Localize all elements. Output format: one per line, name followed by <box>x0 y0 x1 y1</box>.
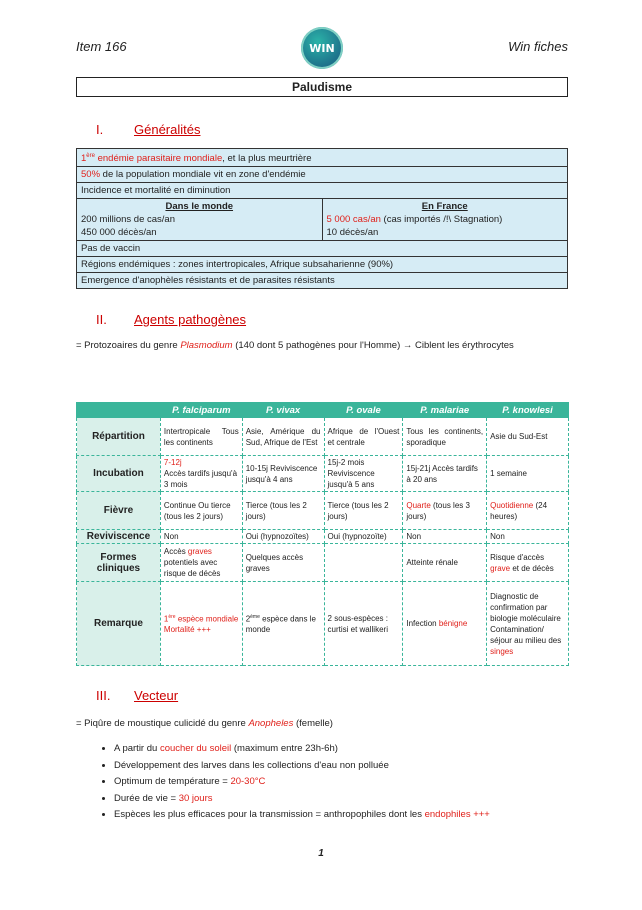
cell-text: , et la plus meurtrière <box>222 153 312 165</box>
species-table <box>76 402 569 666</box>
cell-text: Accès <box>163 547 188 556</box>
vecteur-intro <box>76 716 568 731</box>
table-row <box>77 530 569 544</box>
section-generalites-heading <box>96 122 296 138</box>
table-cell-france <box>322 199 568 241</box>
cell-heading: En France <box>421 201 468 213</box>
cell-text: Accès tardifs jusqu'à 3 mois <box>163 469 238 489</box>
table-cell <box>242 582 324 666</box>
list-item <box>114 791 584 808</box>
cell-text: 200 millions de cas/an <box>81 214 175 226</box>
table-cell: Tierce (tous les 2 jours) <box>242 492 324 530</box>
table-row <box>77 418 569 456</box>
item-text: endophiles +++ <box>424 809 490 820</box>
cell-text: espèce mondiale <box>175 614 239 624</box>
cell-text: de la population mondiale vit en zone d'endémie <box>100 169 306 181</box>
paragraph-text: = Piqûre de moustique culicidé du genre <box>76 718 249 729</box>
header-cell: P. falciparum <box>160 403 242 418</box>
section-title: Vecteur <box>134 688 179 703</box>
cell-text: 10 décès/an <box>326 227 379 239</box>
table-cell: Emergence d'anophèles résistants et de parasites résistants <box>77 273 568 289</box>
table-cell: 2 sous-espèces : curtisi et wallikeri <box>324 582 403 666</box>
section-vecteur-heading <box>96 688 296 704</box>
row-header: Remarque <box>77 582 161 666</box>
table-cell <box>487 582 569 666</box>
header-item-label: Item 166 <box>76 39 127 54</box>
cell-text: (cas importés /!\ Stagnation) <box>380 214 503 226</box>
table-cell: Oui (hypnozoïte) <box>324 530 403 544</box>
table-row <box>77 257 568 273</box>
table-cell: Oui (hypnozoïtes) <box>242 530 324 544</box>
cell-text: 7-12j <box>163 458 182 467</box>
table-cell <box>487 544 569 582</box>
item-text: A partir du <box>114 743 160 754</box>
section-number: I. <box>96 122 104 137</box>
paragraph-text: = Protozoaires du genre <box>76 340 181 351</box>
table-cell-monde <box>77 199 323 241</box>
cell-text: Infection <box>406 619 439 628</box>
header-brand-label: Win fiches <box>508 39 568 54</box>
header-cell: P. vivax <box>242 403 324 418</box>
cell-text: 50% <box>81 169 101 181</box>
cell-text: 1 <box>81 153 87 165</box>
cell-text: graves <box>187 547 212 556</box>
item-text: Espèces les plus efficaces pour la transmission = anthropophiles dont les <box>114 809 425 820</box>
item-text: coucher du soleil <box>159 743 232 754</box>
paragraph-text: (140 dont 5 pathogènes pour l'Homme) → Ciblent les érythrocytes <box>232 340 514 351</box>
table-cell: 15j-21j Accès tardifs à 20 ans <box>403 456 487 492</box>
table-header-row <box>77 403 569 418</box>
table-cell: Asie, Amérique du Sud, Afrique de l'Est <box>242 418 324 456</box>
table-cell: Non <box>160 530 242 544</box>
genus-name: Anopheles <box>248 718 294 729</box>
page-title: Paludisme <box>76 77 568 97</box>
cell-text: Quotidienne <box>490 500 534 510</box>
table-cell <box>160 456 242 492</box>
header-cell-empty <box>77 403 161 418</box>
row-header: Reviviscence <box>77 530 161 544</box>
row-header: Répartition <box>77 418 161 456</box>
cell-text: Risque d'accès <box>490 552 545 562</box>
table-cell <box>77 167 568 183</box>
table-cell: 10-15j Reviviscence jusqu'à 4 ans <box>242 456 324 492</box>
item-text: (maximum entre 23h-6h) <box>231 743 338 754</box>
table-row <box>77 199 568 241</box>
header-cell: P. ovale <box>324 403 403 418</box>
section-title: Généralités <box>134 122 201 137</box>
table-row <box>77 241 568 257</box>
cell-text: 1 <box>163 614 169 624</box>
table-cell: Atteinte rénale <box>403 544 487 582</box>
paragraph-text: (femelle) <box>293 718 333 729</box>
table-cell: Intertropicale Tous les continents <box>160 418 242 456</box>
generalites-table <box>76 148 568 289</box>
cell-text: Diagnostic de confirmation par biologie moléculaire Contamination/ séjour au milieu des <box>490 591 562 645</box>
cell-heading: Dans le monde <box>165 201 234 213</box>
superscript: ère <box>168 613 176 620</box>
list-item <box>114 807 584 824</box>
cell-text: 2 <box>245 614 251 624</box>
table-cell <box>487 492 569 530</box>
genus-name: Plasmodium <box>180 340 233 351</box>
table-cell: Incidence et mortalité en diminution <box>77 183 568 199</box>
cell-text: 5 000 cas/an <box>326 214 381 226</box>
row-header: Formes cliniques <box>77 544 161 582</box>
item-text: 30 jours <box>178 792 213 804</box>
table-cell: Tous les continents, sporadique <box>403 418 487 456</box>
table-cell: Pas de vaccin <box>77 241 568 257</box>
superscript: ème <box>250 613 260 620</box>
table-cell <box>160 544 242 582</box>
cell-text: et de décès <box>510 563 554 573</box>
cell-text: espèce dans le monde <box>245 614 316 635</box>
header-cell: P. knowlesi <box>487 403 569 418</box>
cell-text: grave <box>490 563 511 573</box>
table-cell: 1 semaine <box>487 456 569 492</box>
table-row <box>77 456 569 492</box>
table-cell: Continue Ou tierce (tous les 2 jours) <box>160 492 242 530</box>
table-cell: Régions endémiques : zones intertropicales, Afrique subsaharienne (90%) <box>77 257 568 273</box>
table-cell: Tierce (tous les 2 jours) <box>324 492 403 530</box>
cell-text: 450 000 décès/an <box>81 227 157 239</box>
table-row <box>77 273 568 289</box>
table-row <box>77 544 569 582</box>
cell-text: (tous les 3 jours) <box>406 500 470 521</box>
table-row <box>77 492 569 530</box>
table-cell: Non <box>487 530 569 544</box>
list-item <box>114 758 584 775</box>
table-cell: Asie du Sud-Est <box>487 418 569 456</box>
section-agents-heading <box>96 312 356 328</box>
table-row <box>77 167 568 183</box>
table-cell <box>403 492 487 530</box>
row-header: Incubation <box>77 456 161 492</box>
win-logo <box>301 27 343 69</box>
table-cell <box>403 582 487 666</box>
section-number: III. <box>96 688 111 703</box>
section-number: II. <box>96 312 107 327</box>
cell-text: singes <box>490 646 514 656</box>
item-text: Durée de vie = <box>114 792 179 804</box>
cell-text: Quarte <box>406 500 431 510</box>
table-row <box>77 183 568 199</box>
page-number: 1 <box>318 848 324 859</box>
vecteur-list <box>76 741 584 824</box>
table-cell: Non <box>403 530 487 544</box>
section-title: Agents pathogènes <box>134 312 247 327</box>
cell-text: Mortalité +++ <box>163 625 211 635</box>
cell-text: potentiels avec risque de décès <box>163 558 221 578</box>
cell-text: (24 heures) <box>490 500 548 521</box>
table-cell: Quelques accès graves <box>242 544 324 582</box>
item-text: Optimum de température = <box>114 776 231 787</box>
row-header: Fièvre <box>77 492 161 530</box>
list-item <box>114 741 584 758</box>
cell-text: bénigne <box>438 619 468 628</box>
cell-text: endémie parasitaire mondiale <box>94 153 223 165</box>
table-row <box>77 149 568 167</box>
header-cell: P. malariae <box>403 403 487 418</box>
table-cell: 15j-2 mois Reviviscence jusqu'à 5 ans <box>324 456 403 492</box>
superscript: ère <box>86 153 95 159</box>
table-row <box>77 582 569 666</box>
item-text: 20-30°C <box>230 776 266 787</box>
item-text: Développement des larves dans les collections d'eau non polluée <box>114 759 389 771</box>
table-cell <box>77 149 568 167</box>
table-cell <box>324 544 403 582</box>
agents-paragraph <box>76 338 568 353</box>
list-item <box>114 774 584 791</box>
table-cell <box>160 582 242 666</box>
table-cell: Afrique de l'Ouest et centrale <box>324 418 403 456</box>
logo-text: WIN <box>309 41 335 55</box>
